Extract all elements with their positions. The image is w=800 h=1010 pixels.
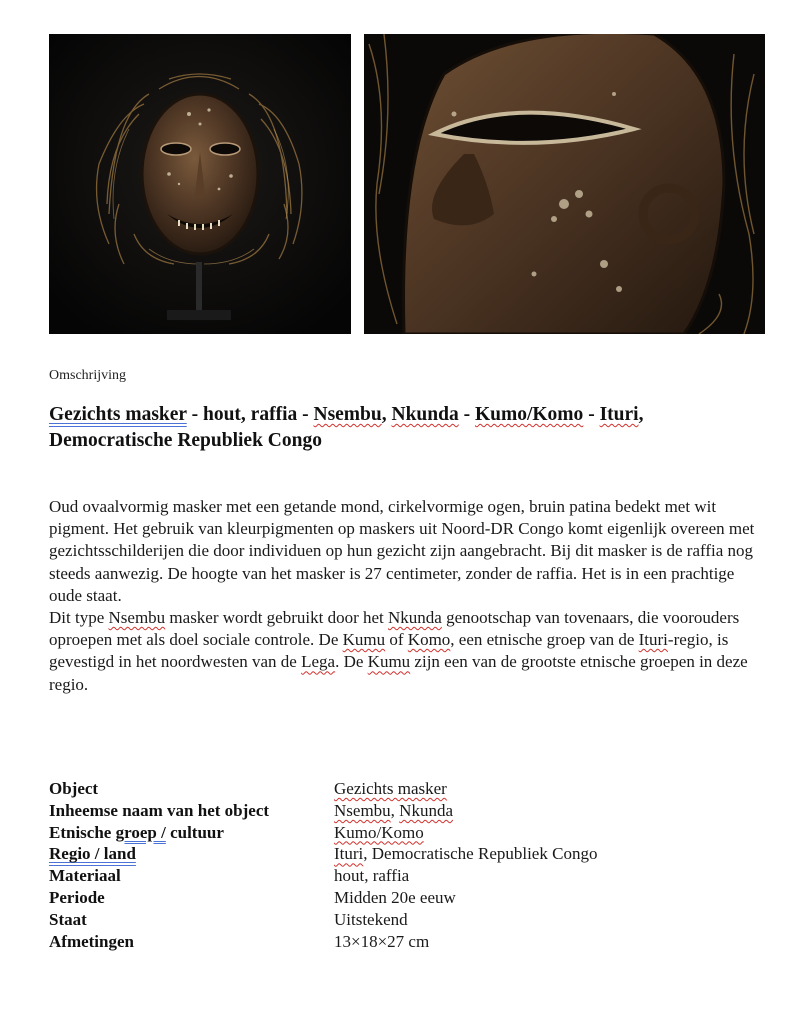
text-run: Lega bbox=[301, 652, 336, 672]
text-run: cultuur bbox=[165, 822, 224, 842]
title-separator: , bbox=[638, 404, 644, 425]
detail-value: Uitstekend bbox=[334, 909, 408, 929]
detail-label: Object bbox=[49, 779, 99, 798]
detail-value bbox=[334, 843, 597, 865]
title-separator: - bbox=[458, 404, 475, 425]
title-object: Gezichts masker bbox=[49, 404, 187, 425]
title-materials: - hout, raffia - bbox=[186, 404, 314, 425]
text-run: Nsembu bbox=[108, 608, 166, 628]
mask-detail-illustration bbox=[364, 34, 765, 334]
detail-row-region bbox=[49, 843, 765, 865]
text-run: Kumu bbox=[342, 630, 386, 650]
detail-row-dimensions bbox=[49, 931, 765, 953]
detail-row-object bbox=[49, 778, 765, 800]
detail-label: Periode bbox=[49, 887, 105, 907]
detail-value: 13×18×27 cm bbox=[334, 931, 430, 951]
detail-value: Midden 20e eeuw bbox=[334, 887, 456, 907]
detail-row-ethnic-group bbox=[49, 822, 765, 844]
text-run: . De bbox=[335, 652, 368, 672]
detail-row-native-name bbox=[49, 800, 765, 822]
mask-detail-photo bbox=[364, 34, 765, 334]
description-paragraph-1: Oud ovaalvormig masker met een getande mond, cirkelvormige ogen, bruin patina bedekt met wit pigment. Het gebruik van kleurpigmenten op maskers uit Noord-DR Congo komt eigenlijk overeen met gezichtsschilderijen die door individuen op hun gezicht zijn aangebracht. Bij dit masker is de raffia nog steeds aanwezig. De hoogte van het masker is 27 centimeter, zonder de raffia. Het is in een prachtige oude staat. bbox=[49, 497, 755, 605]
text-run: genootschap van tovenaars, die voorouders oproepen met als doel sociale controle. De bbox=[49, 608, 740, 650]
text-run: groep / bbox=[115, 822, 166, 842]
text-run: Nkunda bbox=[399, 800, 453, 820]
detail-value bbox=[334, 822, 424, 844]
detail-label: Materiaal bbox=[49, 866, 121, 886]
detail-value bbox=[334, 778, 447, 800]
detail-label: Afmetingen bbox=[49, 931, 134, 951]
text-run: zijn een van de grootste etnische groepen in deze regio. bbox=[49, 652, 748, 694]
title-separator: , bbox=[381, 404, 392, 425]
section-label: Omschrijving bbox=[49, 368, 126, 383]
title-separator: - bbox=[583, 404, 600, 425]
title-region: Ituri bbox=[599, 404, 639, 425]
detail-label bbox=[49, 843, 334, 865]
detail-label: Staat bbox=[49, 909, 87, 929]
text-run: , een etnische groep van de bbox=[450, 630, 639, 650]
text-run: Gezichts masker bbox=[334, 779, 447, 798]
text-run: Ituri bbox=[638, 630, 668, 650]
text-run: -regio, is gevestigd in het noordwesten van de bbox=[49, 630, 729, 672]
mask-front-illustration bbox=[49, 34, 351, 334]
title-native-name-1: Nsembu bbox=[313, 404, 382, 425]
detail-row-period bbox=[49, 887, 765, 909]
detail-value bbox=[334, 800, 453, 822]
text-run: Dit type bbox=[49, 608, 109, 628]
text-run: , bbox=[390, 800, 400, 820]
title-native-name-2: Nkunda bbox=[391, 404, 459, 425]
description-paragraph-2 bbox=[49, 607, 765, 696]
page-title bbox=[49, 402, 749, 454]
text-run: of bbox=[385, 630, 408, 650]
description bbox=[49, 496, 765, 696]
detail-row-state bbox=[49, 909, 765, 931]
detail-row-material bbox=[49, 865, 765, 887]
text-run: masker wordt gebruikt door het bbox=[165, 608, 389, 628]
title-country: Democratische Republiek Congo bbox=[49, 430, 322, 451]
text-run: Etnische bbox=[49, 822, 116, 842]
title-ethnic-group: Kumo/Komo bbox=[474, 404, 584, 425]
detail-label bbox=[49, 822, 334, 844]
text-run: Regio / land bbox=[49, 844, 136, 864]
text-run: Komo bbox=[407, 630, 451, 650]
mask-front-photo bbox=[49, 34, 351, 334]
text-run: Ituri bbox=[334, 844, 364, 864]
text-run: Kumo/Komo bbox=[334, 822, 424, 842]
text-run: Nsembu bbox=[334, 800, 391, 820]
text-run: Nkunda bbox=[388, 608, 442, 628]
detail-label: Inheemse naam van het object bbox=[49, 800, 270, 820]
text-run: Kumu bbox=[367, 652, 411, 672]
text-run: , Democratische Republiek Congo bbox=[363, 844, 598, 864]
detail-value: hout, raffia bbox=[334, 866, 410, 886]
details-table bbox=[49, 778, 765, 952]
